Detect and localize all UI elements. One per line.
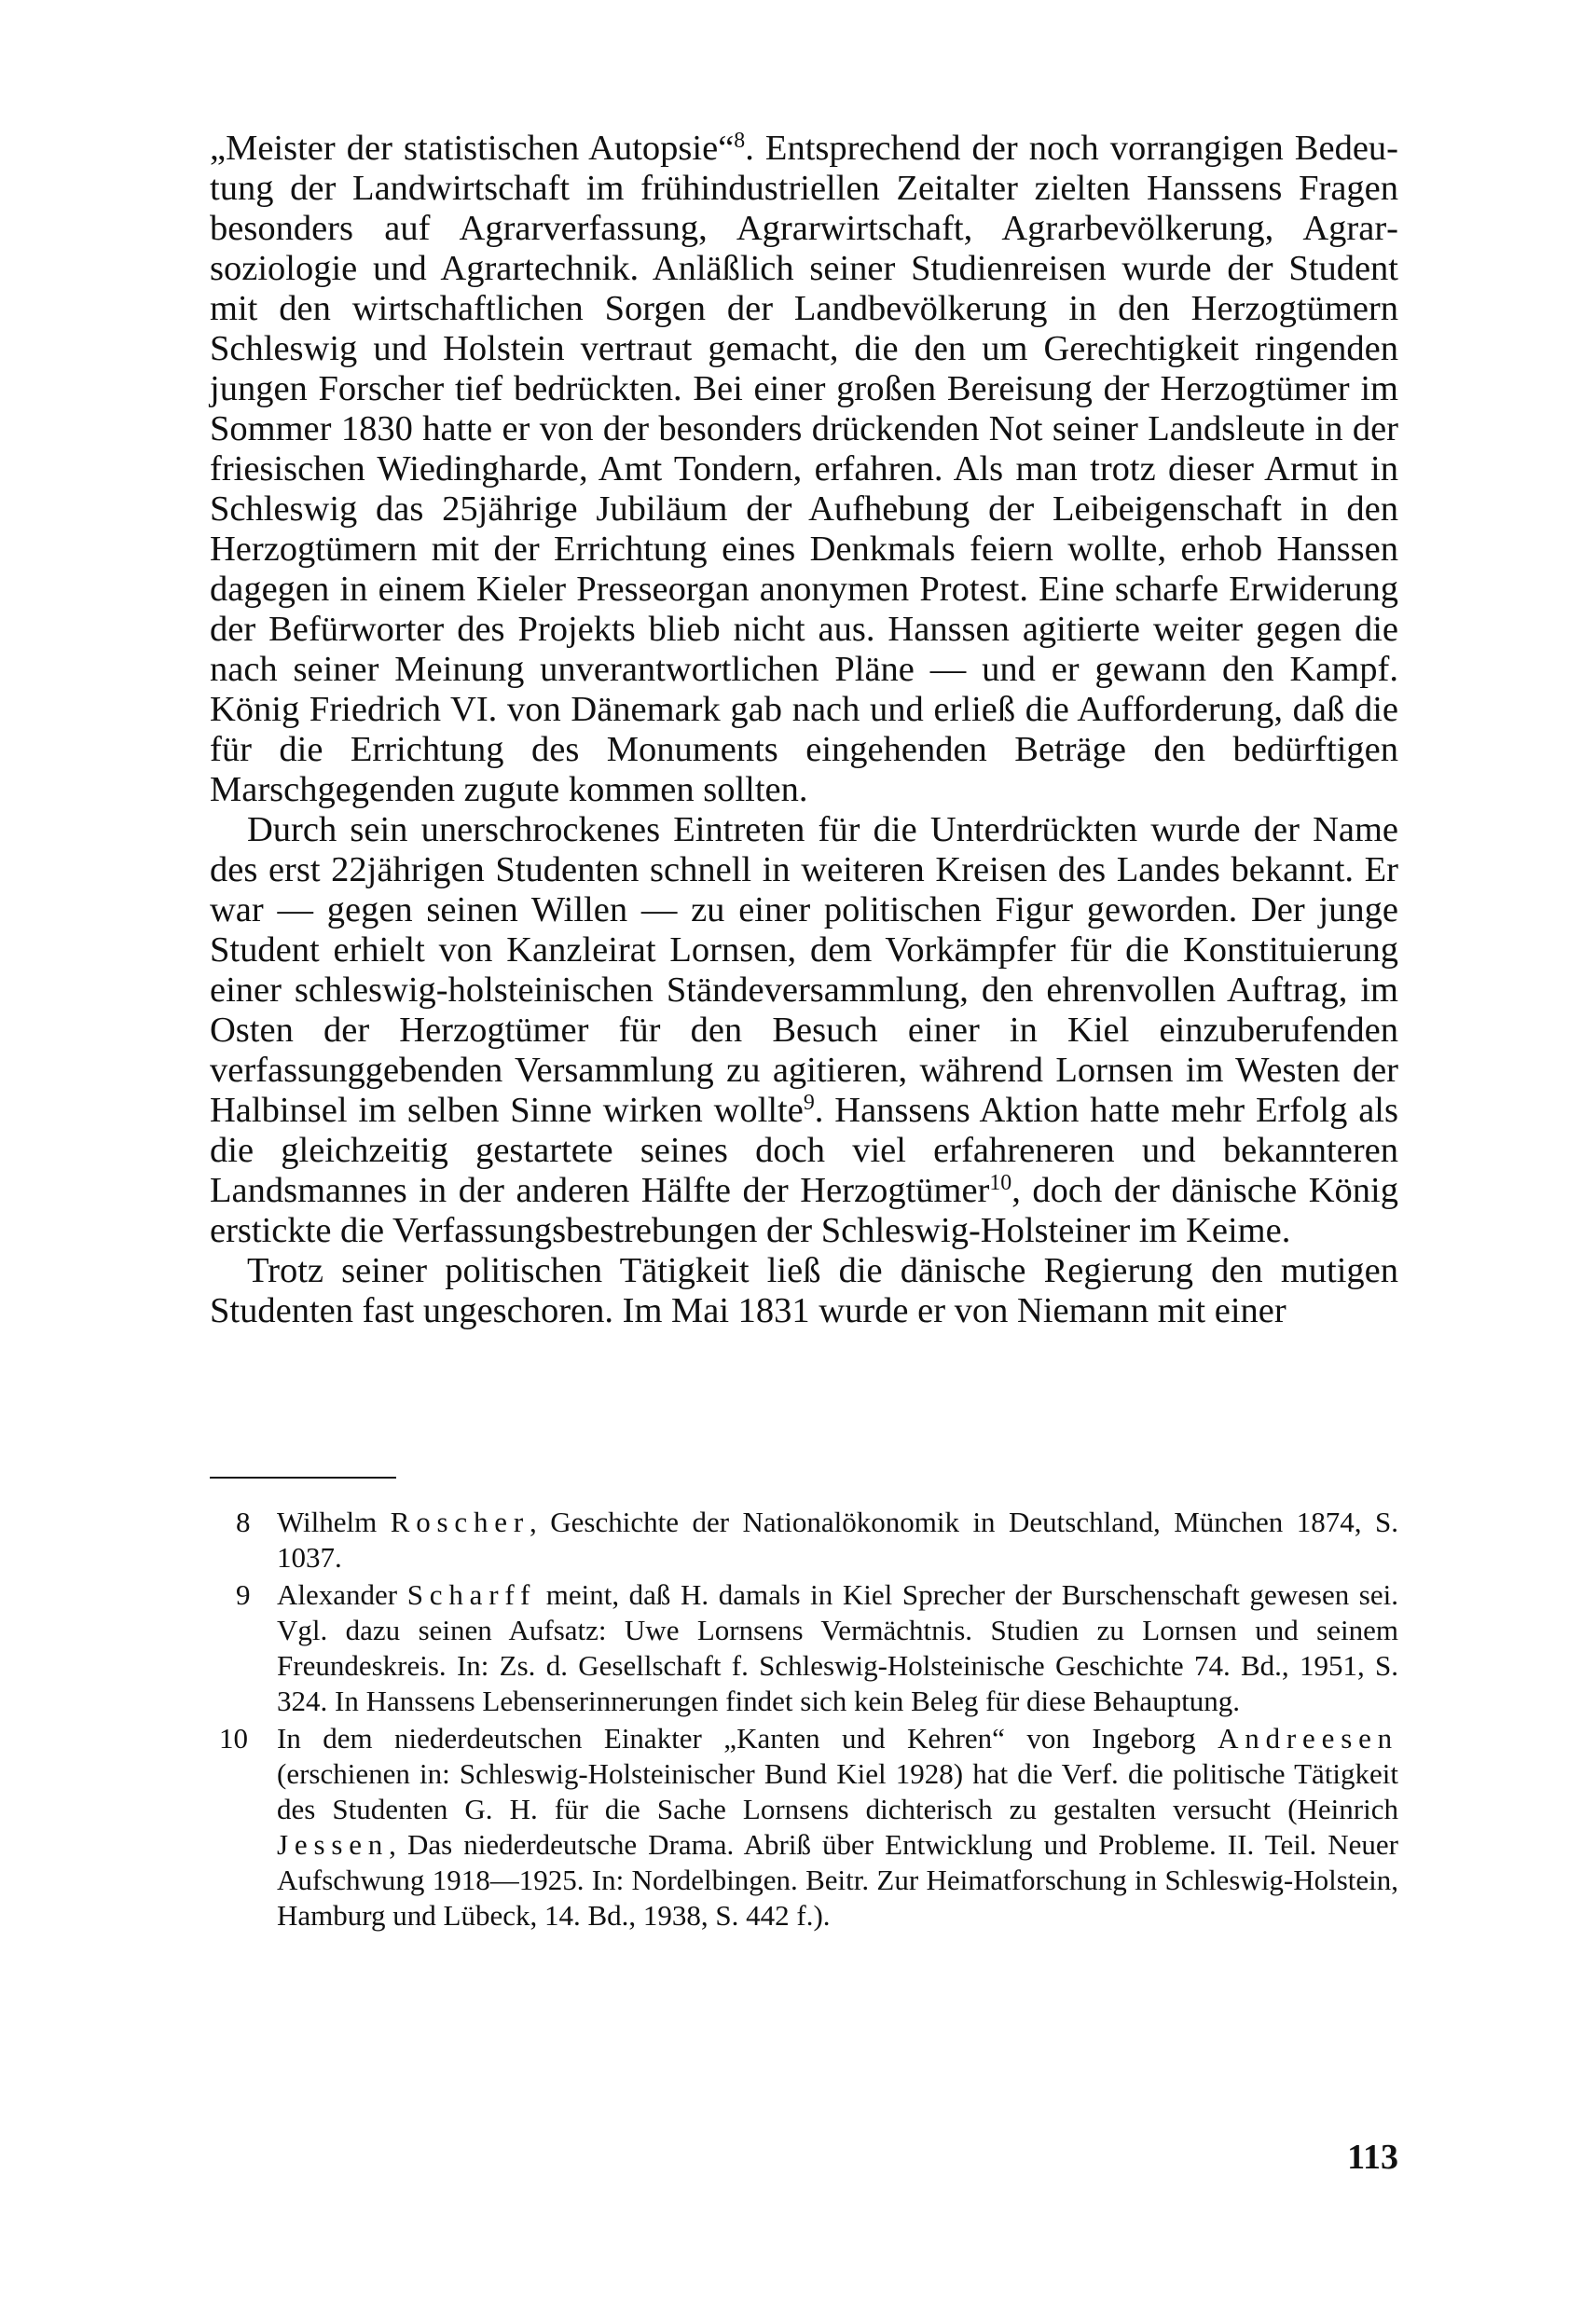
footnote-8 <box>210 1505 1398 1576</box>
footnote-text: Alexander <box>277 1578 407 1611</box>
paragraph-2-start: Durch sein unerschrockenes Eintreten für die Unterdrückten wurde der Name des erst 22jährigen Studenten schnell in weiteren Kreisen des Landes bekannt. Er war — gegen seinen Willen — zu einer politischen Figur geworden. Der junge Student erhielt von Kanzleirat Lornsen, dem Vorkämpfer für die Konstituierung einer schleswig-holsteinischen Ständeversammlung, den ehrenvollen Auftrag, im Osten der Herzogtümer für den Besuch einer in Kiel einzuberufenden verfassunggebenden Versammlung zu agitieren, während Lornsen im Westen der Halbinsel im selben Sinne wirken wollte <box>210 810 1398 1130</box>
footnote-text: meint, daß H. damals in Kiel Sprecher der Burschenschaft gewesen sei. Vgl. dazu seinen Aufsatz: Uwe Lornsens Vermächtnis. Studien zu Lornsen und seinem Freundeskreis. In: Zs. d. Gesellschaft f. Schleswig-Holsteinische Geschichte 74. Bd., 1951, S. 324. In Hanssens Lebenserinnerungen findet sich kein Beleg für diese Behauptung. <box>277 1578 1398 1717</box>
paragraph-2-middle: . Hanssens Aktion hatte mehr Erfolg als die gleichzeitig gestartete seines doch viel erfahreneren und bekannteren Landsmannes in der anderen Hälfte der Herzogtümer <box>210 1091 1398 1210</box>
footnote-author: Andreesen <box>1218 1722 1398 1755</box>
footnote-text: In dem niederdeutschen Einakter „Kanten und Kehren“ von Ingeborg <box>277 1722 1218 1755</box>
page-number: 113 <box>1347 2138 1398 2177</box>
footnote-number: 8 <box>236 1506 251 1538</box>
footnote-ref-8: 8 <box>734 128 746 153</box>
footnote-number: 9 <box>236 1578 251 1611</box>
paragraph-2-end: , doch der dänische König erstickte die Verfassungsbestrebungen der Schleswig-Holsteiner im Keime. <box>210 1171 1398 1250</box>
footnote-ref-10: 10 <box>989 1170 1012 1195</box>
paragraph-2 <box>210 810 1398 1251</box>
footnote-author: Scharff <box>406 1578 537 1611</box>
paragraph-1-rest: . Entsprechend der noch vorrangigen Bedeutung der Landwirtschaft im frühindustriellen Zeitalter zielten Hanssens Fragen besonders auf Agrarverfassung, Agrarwirtschaft, Agrarbevölkerung, Agrarsoziologie und Agrartechnik. Anläßlich seiner Studienreisen wurde der Student mit den wirtschaftlichen Sorgen der Landbevölkerung in den Herzogtümern Schleswig und Holstein vertraut gemacht, die den um Gerechtigkeit ringenden jungen Forscher tief bedrückten. Bei einer großen Bereisung der Herzogtümer im Sommer 1830 hatte er von der besonders drückenden Not seiner Landsleute in der friesischen Wiedingharde, Amt Tondern, erfahren. Als man trotz dieser Armut in Schleswig das 25jährige Jubiläum der Aufhebung der Leibeigenschaft in den Herzogtümern mit der Errichtung eines Denkmals feiern wollte, erhob Hanssen dagegen in einem Kieler Presseorgan anonymen Protest. Eine scharfe Erwiderung der Befürworter des Projekts blieb nicht aus. Hanssen agitierte weiter gegen die nach seiner Meinung unverantwortlichen Pläne — und er gewann den Kampf. König Friedrich VI. von Dänemark gab nach und erließ die Aufforderung, daß die für die Errichtung des Monuments eingehenden Beträge den bedürftigen Marschgegenden zugute kommen sollten. <box>210 129 1398 809</box>
main-text <box>210 129 1398 1331</box>
footnote-author: Roscher <box>390 1506 530 1538</box>
footnote-text: , Geschichte der Nationalökonomik in Deutschland, München 1874, S. 1037. <box>277 1506 1398 1574</box>
paragraph-1 <box>210 129 1398 810</box>
footnote-10 <box>210 1721 1398 1934</box>
footnote-9 <box>210 1577 1398 1719</box>
footnote-text: Wilhelm <box>277 1506 391 1538</box>
footnote-separator <box>210 1477 396 1479</box>
footnotes <box>210 1505 1398 1935</box>
footnote-ref-9: 9 <box>803 1090 815 1115</box>
footnote-author: Jessen <box>277 1828 390 1861</box>
footnote-text: , Das niederdeutsche Drama. Abriß über Entwicklung und Probleme. II. Teil. Neuer Aufschwung 1918—1925. In: Nordelbingen. Beitr. Zur Heimatforschung in Schleswig-Holstein, Hamburg und Lübeck, 14. Bd., 1938, S. 442 f.). <box>277 1828 1398 1932</box>
paragraph-1-start: „Meister der statistischen Autopsie“ <box>210 129 735 168</box>
footnote-number: 10 <box>219 1722 248 1755</box>
footnote-text: (erschienen in: Schleswig-Holsteinischer Bund Kiel 1928) hat die Verf. die politische Tätigkeit des Studenten G. H. für die Sache Lornsens dichterisch zu gestalten versucht (Heinrich <box>277 1757 1398 1825</box>
paragraph-3: Trotz seiner politischen Tätigkeit ließ die dänische Regierung den mutigen Studenten fast ungeschoren. Im Mai 1831 wurde er von Niemann mit einer <box>210 1251 1398 1330</box>
